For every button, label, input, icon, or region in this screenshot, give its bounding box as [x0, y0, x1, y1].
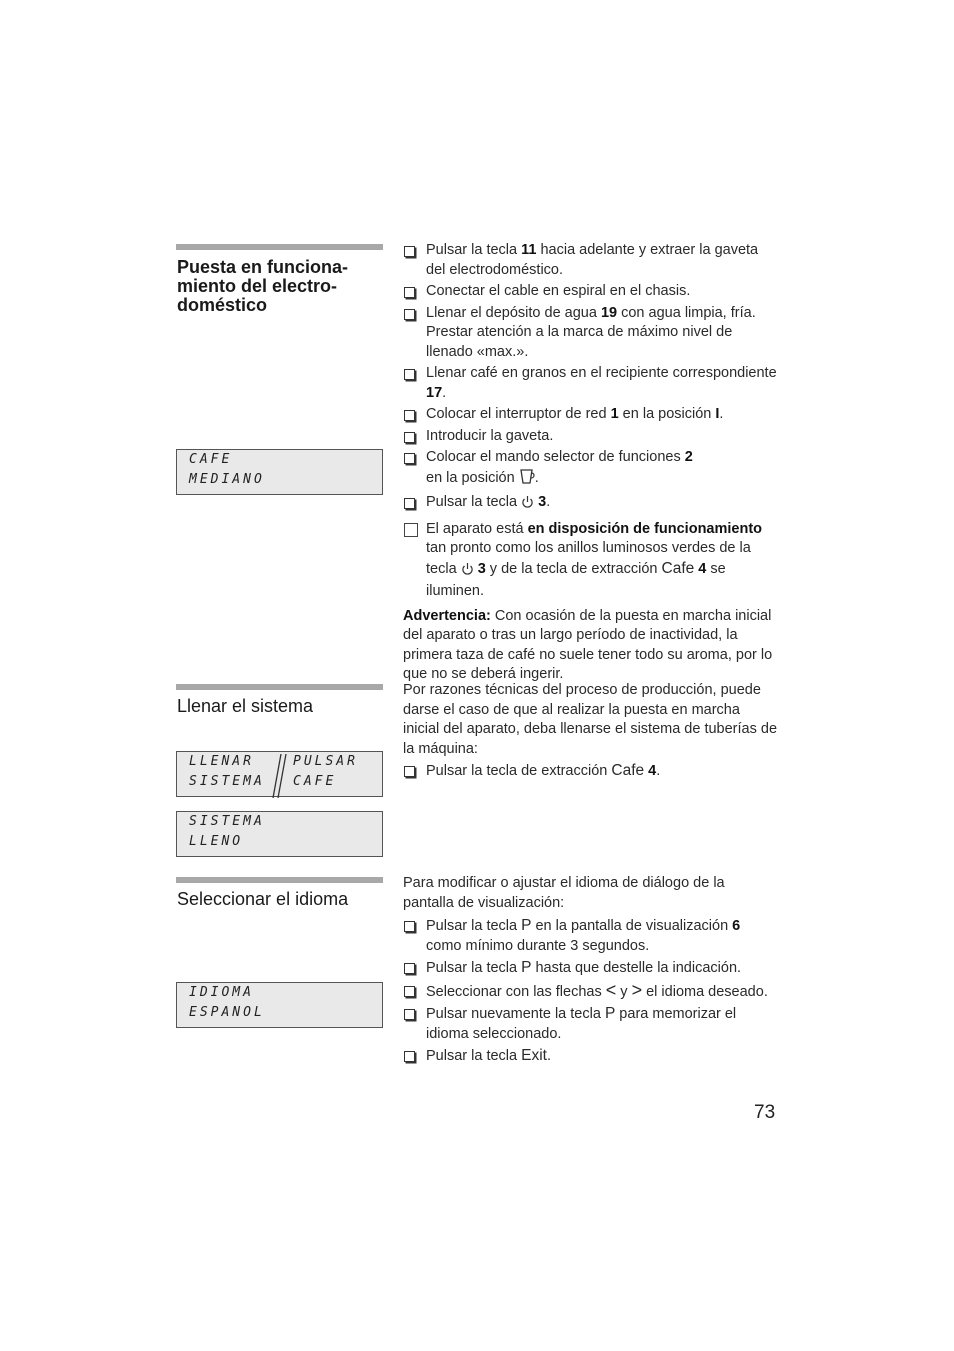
section-rule: [176, 684, 383, 690]
intro-paragraph: Por razones técnicas del proceso de producción, puede darse el caso de que al realizar la puesta en marcha inicial del aparato, deba llenarse el sistema de tuberías de la máquina:: [403, 682, 778, 757]
list-item: Colocar el interruptor de red 1 en la posición I.: [403, 405, 778, 425]
instructions-puesta: [403, 241, 778, 687]
lcd-line: LLENAR: [189, 754, 254, 769]
checkbox-bullet-icon: [404, 498, 415, 509]
instructions-idioma: [403, 874, 778, 1069]
checkbox-bullet-icon: [404, 432, 415, 443]
list-item: Introducir la gaveta.: [403, 427, 778, 447]
lcd-line: CAFE: [293, 774, 337, 789]
checkbox-bullet-icon: [404, 410, 415, 421]
list-item: Conectar el cable en espiral en el chasis.: [403, 282, 778, 302]
power-icon: [461, 562, 474, 583]
checkbox-bullet-icon: [404, 921, 415, 932]
section-rule: [176, 877, 383, 883]
list-item: Pulsar la tecla 3.: [403, 493, 778, 516]
cup-icon: [519, 468, 535, 492]
instructions-llenar: [403, 681, 778, 784]
lcd-display-llenar-sistema: [176, 751, 383, 797]
lcd-display-sistema-lleno: [176, 811, 383, 857]
lcd-line: PULSAR: [293, 754, 358, 769]
page-number: 73: [754, 1102, 776, 1123]
checkbox-bullet-icon: [404, 287, 415, 298]
checkbox-bullet-icon: [404, 453, 415, 464]
checkbox-bullet-icon: [404, 766, 415, 777]
section-rule: [176, 244, 383, 250]
list-item: El aparato está en disposición de funcionamiento tan pronto como los anillos luminosos verdes de la tecla 3 y de la tecla de extracción Cafe 4 se iluminen.: [403, 520, 778, 602]
checkbox-result-icon: [404, 523, 418, 537]
list-item: Pulsar la tecla 11 hacia adelante y extraer la gaveta del electrodoméstico.: [403, 241, 778, 280]
lcd-line: IDIOMA: [189, 985, 254, 1000]
checkbox-bullet-icon: [404, 963, 415, 974]
lcd-display-idioma: [176, 982, 383, 1028]
list-item: Pulsar la tecla Exit.: [403, 1046, 778, 1067]
lcd-line: CAFE: [189, 452, 233, 467]
checkbox-bullet-icon: [404, 369, 415, 380]
list-item: Llenar el depósito de agua 19 con agua limpia, fría. Prestar atención a la marca de máximo nivel de llenado «max.».: [403, 304, 778, 363]
section-heading-puesta: Puesta en funciona- miento del electro- doméstico: [177, 257, 349, 315]
warning-paragraph: Advertencia: Con ocasión de la puesta en marcha inicial del aparato o tras un largo período de inactividad, la primera taza de café no suele tener todo su aroma, por lo que no se deberá ingerir.: [403, 607, 773, 682]
intro-paragraph: Para modificar o ajustar el idioma de diálogo de la pantalla de visualización:: [403, 875, 725, 911]
lcd-line: LLENO: [189, 834, 244, 849]
power-icon: [521, 495, 534, 516]
checkbox-bullet-icon: [404, 1009, 415, 1020]
checkbox-bullet-icon: [404, 309, 415, 320]
list-item: Pulsar la tecla P en la pantalla de visualización 6 como mínimo durante 3 segundos.: [403, 916, 778, 956]
list-item: Pulsar nuevamente la tecla P para memorizar el idioma seleccionado.: [403, 1004, 778, 1044]
lcd-line: ESPANOL: [189, 1005, 265, 1020]
list-item: Colocar el mando selector de funciones 2 en la posición .: [403, 448, 778, 491]
section-heading-llenar: Llenar el sistema: [177, 696, 314, 716]
list-item: Pulsar la tecla P hasta que destelle la indicación.: [403, 958, 778, 979]
list-item: Llenar café en granos en el recipiente correspondiente 17.: [403, 364, 778, 403]
lcd-line: MEDIANO: [189, 472, 265, 487]
lcd-display-cafe-mediano: [176, 449, 383, 495]
checkbox-bullet-icon: [404, 986, 415, 997]
list-item: Seleccionar con las flechas < y > el idioma deseado.: [403, 981, 778, 1003]
section-heading-idioma: Seleccionar el idioma: [177, 889, 349, 909]
alternating-display-separator-icon: [267, 754, 287, 798]
checkbox-bullet-icon: [404, 1051, 415, 1062]
checkbox-bullet-icon: [404, 246, 415, 257]
lcd-line: SISTEMA: [189, 814, 265, 829]
lcd-line: SISTEMA: [189, 774, 265, 789]
list-item: Pulsar la tecla de extracción Cafe 4.: [403, 761, 778, 782]
